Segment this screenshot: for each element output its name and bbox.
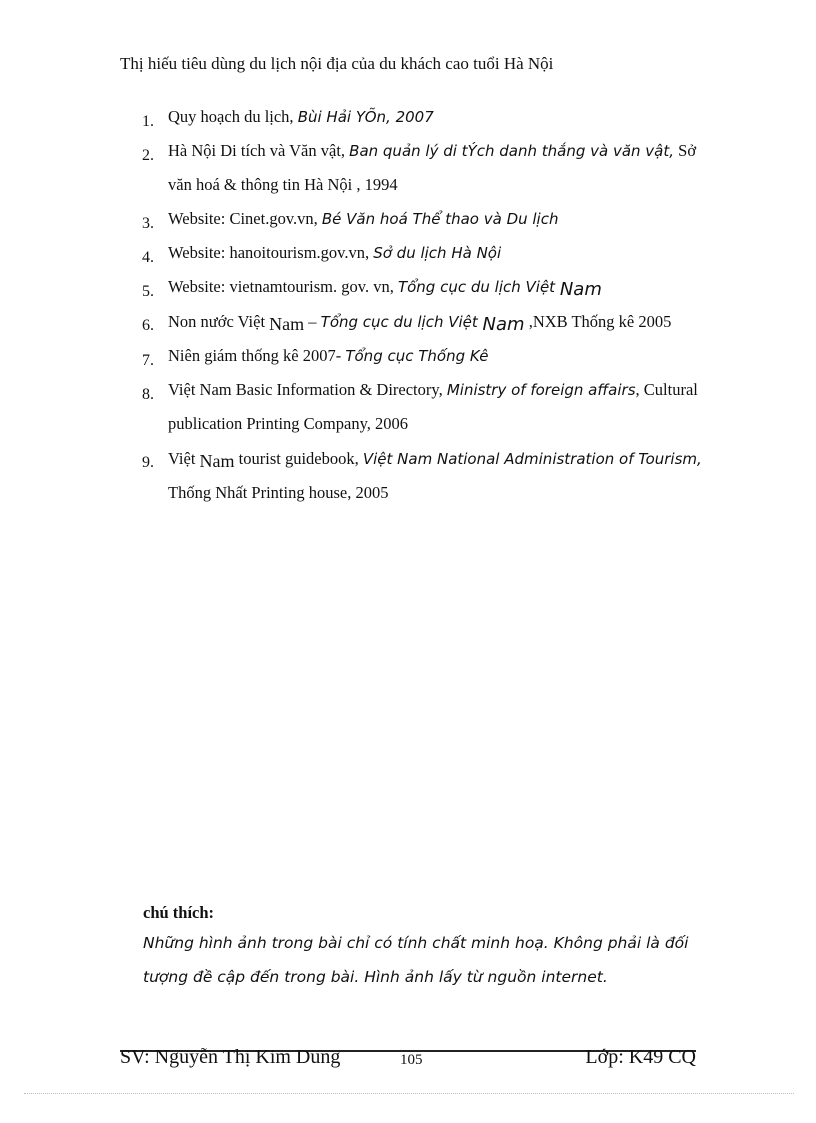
footer-page-number: 105 (400, 1052, 423, 1068)
reference-item (142, 100, 712, 134)
reference-list (142, 100, 712, 510)
footer-class-label: Lớp: K49 CQ (585, 1046, 696, 1068)
note-title: chú thích: (143, 903, 215, 922)
reference-text-styled: Nam (199, 451, 235, 471)
reference-item (142, 202, 712, 236)
reference-text: Sở văn hoá & thông tin Hà Nội , 1994 (168, 141, 697, 194)
reference-text: Quy hoạch du lịch, (168, 107, 298, 126)
note-block (143, 900, 703, 994)
reference-text-styled: Bé Văn hoá Thể thao và Du lịch (321, 210, 559, 228)
reference-text: Việt (168, 449, 200, 468)
footer-student-name: SV: Nguyễn Thị Kim Dung (120, 1046, 341, 1068)
page-footer (120, 1046, 696, 1076)
reference-text-styled: Tổng cục du lịch Việt (320, 313, 483, 331)
reference-text-styled: Nam (269, 314, 305, 334)
reference-text: Niên giám thống kê 2007- (168, 346, 346, 365)
reference-item (142, 134, 712, 202)
reference-text-styled: Tổng cục Thống Kê (345, 347, 489, 365)
reference-text: Hà Nội Di tích và Văn vật, (168, 141, 350, 160)
reference-number: 4. (142, 249, 154, 266)
page-header-title: Thị hiếu tiêu dùng du lịch nội địa của du khách cao tuổi Hà Nội (120, 54, 554, 73)
note-body: Những hình ảnh trong bài chỉ có tính chất minh hoạ. Không phải là đối tượng đề cập đến trong bài. Hình ảnh lấy từ nguồn internet. (143, 934, 689, 986)
reference-text-styled: Bùi Hải YÕn, 2007 (297, 108, 434, 126)
reference-text-styled: Ministry of foreign affairs (446, 381, 636, 399)
reference-number: 1. (142, 113, 154, 130)
reference-number: 3. (142, 215, 154, 232)
reference-text-styled: Việt Nam National Administration of Tourism, (362, 450, 702, 468)
reference-text-styled: Ban quản lý di tÝch danh thắng và văn vật, (349, 142, 675, 160)
reference-text: – (304, 312, 321, 331)
reference-text: Non nước Việt (168, 312, 270, 331)
reference-number: 5. (142, 283, 154, 300)
bottom-dotted-divider (24, 1093, 794, 1094)
reference-number: 7. (142, 352, 154, 369)
reference-number: 8. (142, 386, 154, 403)
reference-text: ,NXB Thống kê 2005 (524, 312, 672, 331)
reference-text-styled: Nam (559, 279, 602, 300)
reference-text: Việt Nam Basic Information & Directory, (168, 380, 447, 399)
reference-item (142, 373, 712, 441)
reference-text: tourist guidebook, (234, 449, 363, 468)
reference-text: Website: hanoitourism.gov.vn, (168, 243, 374, 262)
reference-text-styled: Sở du lịch Hà Nội (373, 244, 502, 262)
reference-item (142, 270, 712, 304)
reference-text: Thống Nhất Printing house, 2005 (168, 483, 389, 502)
reference-number: 2. (142, 147, 154, 164)
reference-number: 9. (142, 454, 154, 471)
reference-item (142, 441, 712, 510)
reference-text-styled: Tổng cục du lịch Việt (397, 278, 560, 296)
reference-text-styled: Nam (482, 314, 525, 335)
reference-item (142, 236, 712, 270)
reference-item (142, 304, 712, 339)
reference-number: 6. (142, 317, 154, 334)
reference-text: , Cultural publication Printing Company, 2006 (168, 380, 698, 433)
reference-item (142, 339, 712, 373)
reference-text: Website: Cinet.gov.vn, (168, 209, 322, 228)
reference-text: Website: vietnamtourism. gov. vn, (168, 277, 398, 296)
